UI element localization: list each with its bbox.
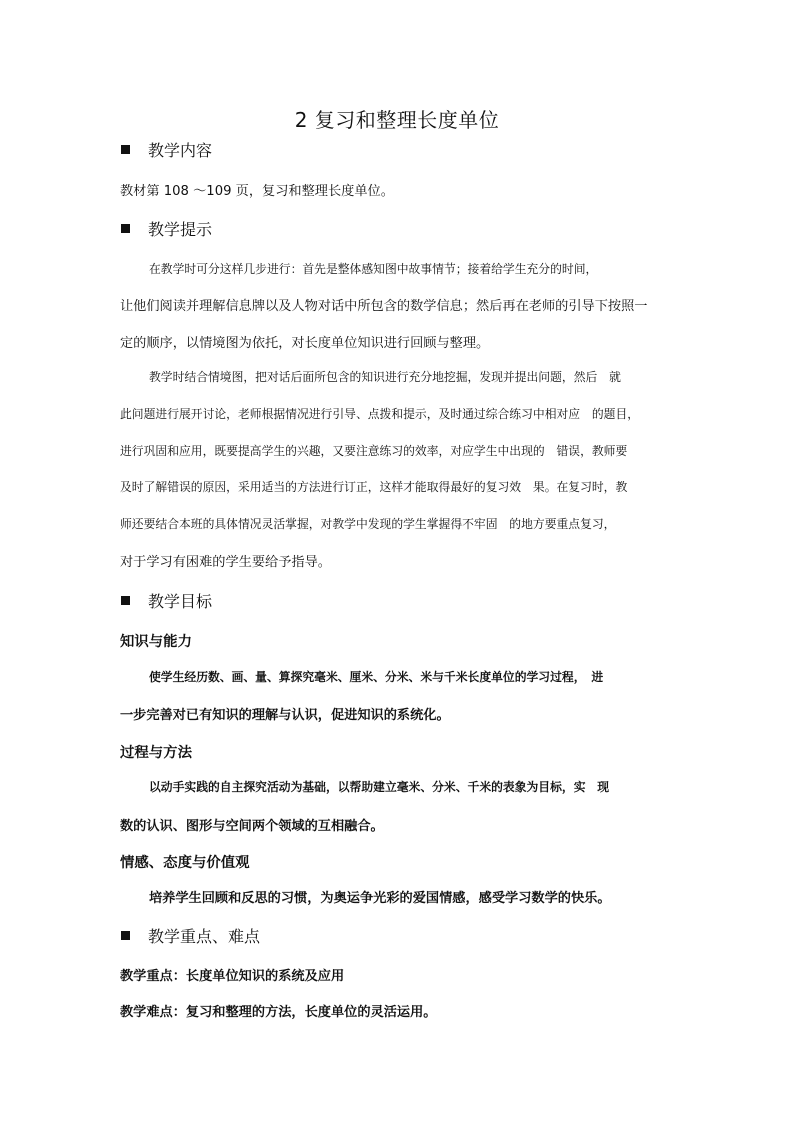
- section-heading-keypoints: 教学重点、难点: [121, 924, 260, 947]
- hints-line: 教学时结合情境图，把对话后面所包含的知识进行充分地挖掘，发现并提出问题，然后 就: [149, 370, 621, 384]
- square-bullet-icon: [121, 596, 130, 605]
- square-bullet-icon: [121, 145, 130, 154]
- square-bullet-icon: [121, 931, 130, 940]
- section-heading-content: 教学内容: [121, 138, 212, 161]
- goal-text: 数的认识、图形与空间两个领域的互相融合。: [120, 819, 384, 834]
- goal-text: 一步完善对已有知识的理解与认识，促进知识的系统化。: [120, 708, 450, 723]
- goal-subheading-process: 过程与方法: [120, 745, 192, 761]
- hints-line: 在教学时可分这样几步进行：首先是整体感知图中故事情节；接着给学生充分的时间，: [149, 262, 598, 276]
- section-heading-goals: 教学目标: [121, 589, 212, 612]
- hints-line: 对于学习有困难的学生要给予指导。: [120, 555, 331, 570]
- hints-line: 定的顺序，以情境图为依托，对长度单位知识进行回顾与整理。: [120, 336, 490, 351]
- hints-line: 此问题进行展开讨论，老师根据情况进行引导、点拨和提示，及时通过综合练习中相对应 的题目，: [120, 407, 640, 421]
- hints-line: 进行巩固和应用，既要提高学生的兴趣，又要注意练习的效率，对应学生中出现的 错误，教师要: [120, 444, 628, 458]
- goal-text: 使学生经历数、画、量、算探究毫米、厘米、分米、米与千米长度单位的学习过程， 进: [149, 670, 604, 684]
- keypoint-text: 教学重点：长度单位知识的系统及应用: [120, 969, 345, 984]
- goal-text: 以动手实践的自主探究活动为基础，以帮助建立毫米、分米、千米的表象为目标，实 现: [149, 780, 610, 794]
- goal-text: 培养学生回顾和反思的习惯，为奥运争光彩的爱国情感，感受学习数学的快乐。: [149, 891, 611, 906]
- hints-line: 及时了解错误的原因，采用适当的方法进行订正，这样才能取得最好的复习效 果。在复习时，教: [120, 480, 628, 494]
- goal-subheading-emotion: 情感、态度与价值观: [120, 855, 250, 871]
- goal-subheading-knowledge: 知识与能力: [120, 634, 192, 650]
- section-heading-hints: 教学提示: [121, 217, 212, 240]
- square-bullet-icon: [121, 224, 130, 233]
- content-text: 教材第 108 ～109 页，复习和整理长度单位。: [120, 184, 394, 199]
- hints-line: 让他们阅读并理解信息牌以及人物对话中所包含的数学信息；然后再在老师的引导下按照一: [120, 299, 648, 314]
- difficulty-text: 教学难点：复习和整理的方法，长度单位的灵活运用。: [120, 1005, 437, 1020]
- document-title: 2 复习和整理长度单位: [294, 108, 500, 132]
- hints-line: 师还要结合本班的具体情况灵活掌握，对教学中发现的学生掌握得不牢固 的地方要重点复习，: [120, 517, 616, 531]
